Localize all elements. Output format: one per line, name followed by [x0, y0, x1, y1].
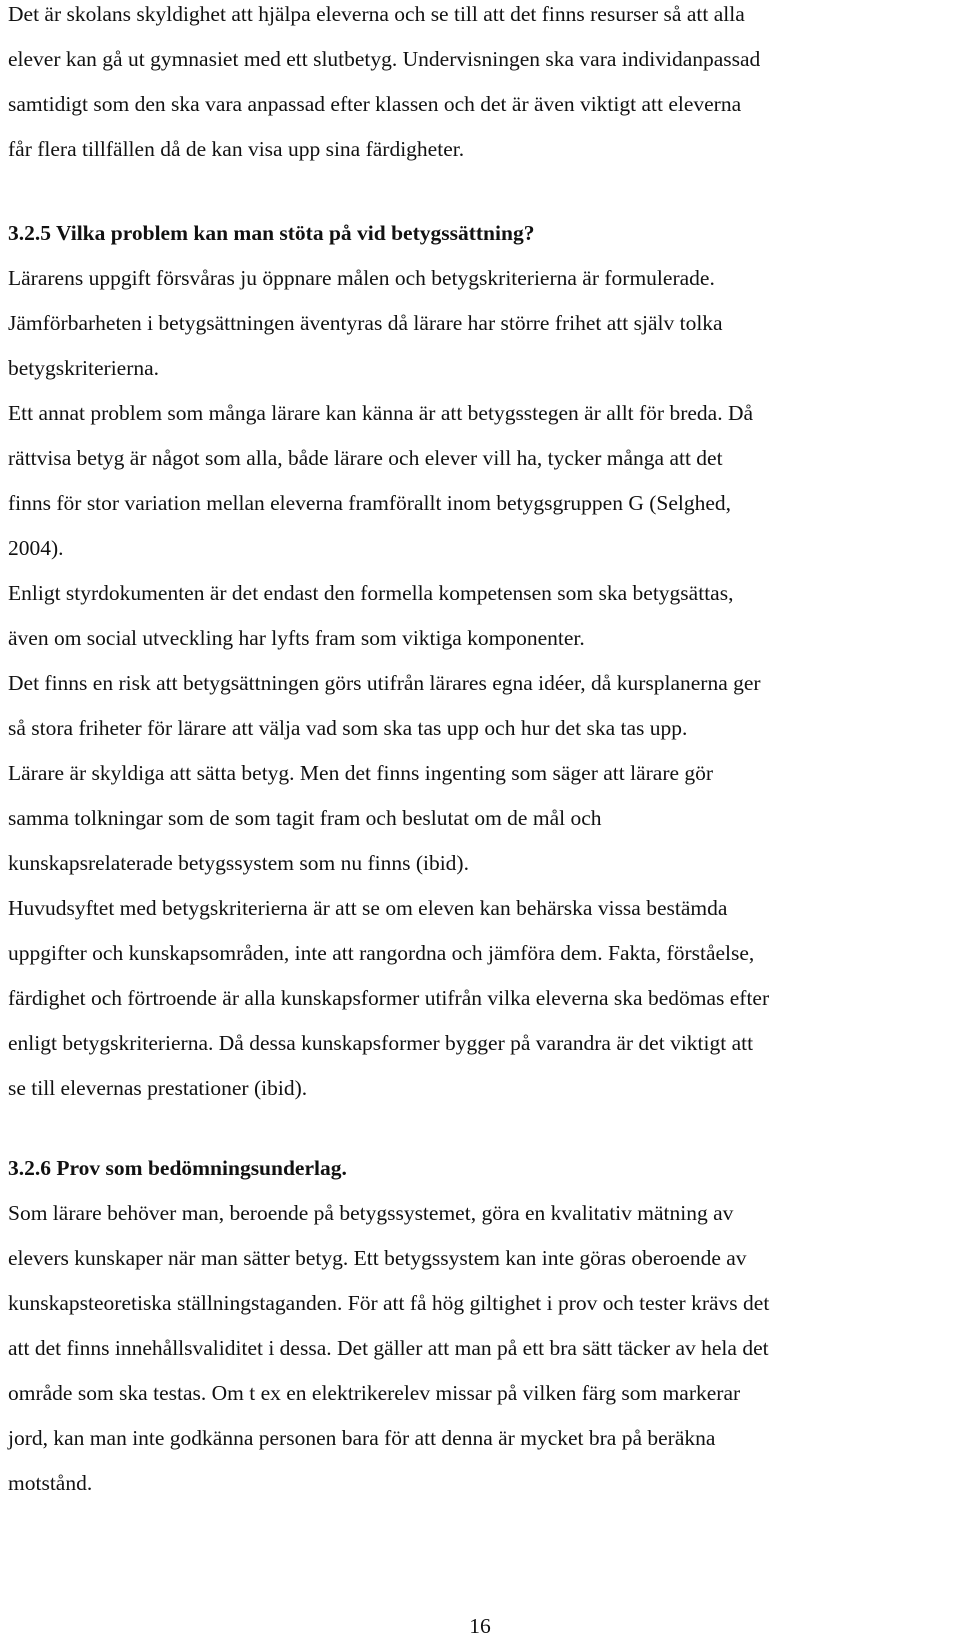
text-line: finns för stor variation mellan eleverna framförallt inom betygsgruppen G (Selghed,: [8, 491, 732, 515]
text-line: betygskriterierna.: [8, 356, 160, 380]
text-line: Som lärare behöver man, beroende på betygssystemet, göra en kvalitativ mätning av: [8, 1201, 734, 1225]
intro-paragraph: [8, 0, 960, 172]
text-line: 2004).: [8, 536, 64, 560]
text-line: Det finns en risk att betygsättningen görs utifrån lärares egna idéer, då kursplanerna ger: [8, 671, 761, 695]
text-line: Det är skolans skyldighet att hjälpa eleverna och se till att det finns resurser så att alla: [8, 2, 745, 26]
text-line: får flera tillfällen då de kan visa upp sina färdigheter.: [8, 137, 465, 161]
text-line: se till elevernas prestationer (ibid).: [8, 1076, 308, 1100]
text-line: område som ska testas. Om t ex en elektrikerelev missar på vilken färg som markerar: [8, 1381, 741, 1405]
section-heading-3-2-5: 3.2.5 Vilka problem kan man stöta på vid betygssättning?: [8, 221, 535, 245]
text-line: Ett annat problem som många lärare kan känna är att betygsstegen är allt för breda. Då: [8, 401, 754, 425]
text-line: motstånd.: [8, 1471, 93, 1495]
text-line: Lärare är skyldiga att sätta betyg. Men det finns ingenting som säger att lärare gör: [8, 761, 714, 785]
text-line: elevers kunskaper när man sätter betyg. Ett betygssystem kan inte göras oberoende av: [8, 1246, 747, 1270]
text-line: Jämförbarheten i betygsättningen äventyras då lärare har större frihet att själv tolka: [8, 311, 723, 335]
text-line: enligt betygskriterierna. Då dessa kunskapsformer bygger på varandra är det viktigt att: [8, 1031, 754, 1055]
text-line: samtidigt som den ska vara anpassad efter klassen och det är även viktigt att eleverna: [8, 92, 742, 116]
text-line: samma tolkningar som de som tagit fram och beslutat om de mål och: [8, 806, 602, 830]
section-3-2-5-body: [8, 256, 960, 1111]
page-number: 16: [469, 1614, 491, 1638]
text-line: kunskapsrelaterade betygssystem som nu finns (ibid).: [8, 851, 469, 875]
text-line: Enligt styrdokumenten är det endast den formella kompetensen som ska betygsättas,: [8, 581, 734, 605]
text-line: Huvudsyftet med betygskriterierna är att se om eleven kan behärska vissa bestämda: [8, 896, 728, 920]
text-line: kunskapsteoretiska ställningstaganden. För att få hög giltighet i prov och tester krävs det: [8, 1291, 770, 1315]
text-line: färdighet och förtroende är alla kunskapsformer utifrån vilka eleverna ska bedömas efter: [8, 986, 770, 1010]
text-line: uppgifter och kunskapsområden, inte att rangordna och jämföra dem. Fakta, förståelse,: [8, 941, 755, 965]
text-line: Lärarens uppgift försvåras ju öppnare målen och betygskriterierna är formulerade.: [8, 266, 715, 290]
section-heading-3-2-6: 3.2.6 Prov som bedömningsunderlag.: [8, 1156, 347, 1180]
text-line: rättvisa betyg är något som alla, både lärare och elever vill ha, tycker många att det: [8, 446, 723, 470]
text-line: elever kan gå ut gymnasiet med ett slutbetyg. Undervisningen ska vara individanpassad: [8, 47, 761, 71]
text-line: att det finns innehållsvaliditet i dessa. Det gäller att man på ett bra sätt täcker av hela det: [8, 1336, 769, 1360]
text-line: så stora friheter för lärare att välja vad som ska tas upp och hur det ska tas upp.: [8, 716, 688, 740]
text-line: även om social utveckling har lyfts fram som viktiga komponenter.: [8, 626, 585, 650]
section-3-2-6-body: [8, 1191, 960, 1506]
text-line: jord, kan man inte godkänna personen bara för att denna är mycket bra på beräkna: [8, 1426, 716, 1450]
